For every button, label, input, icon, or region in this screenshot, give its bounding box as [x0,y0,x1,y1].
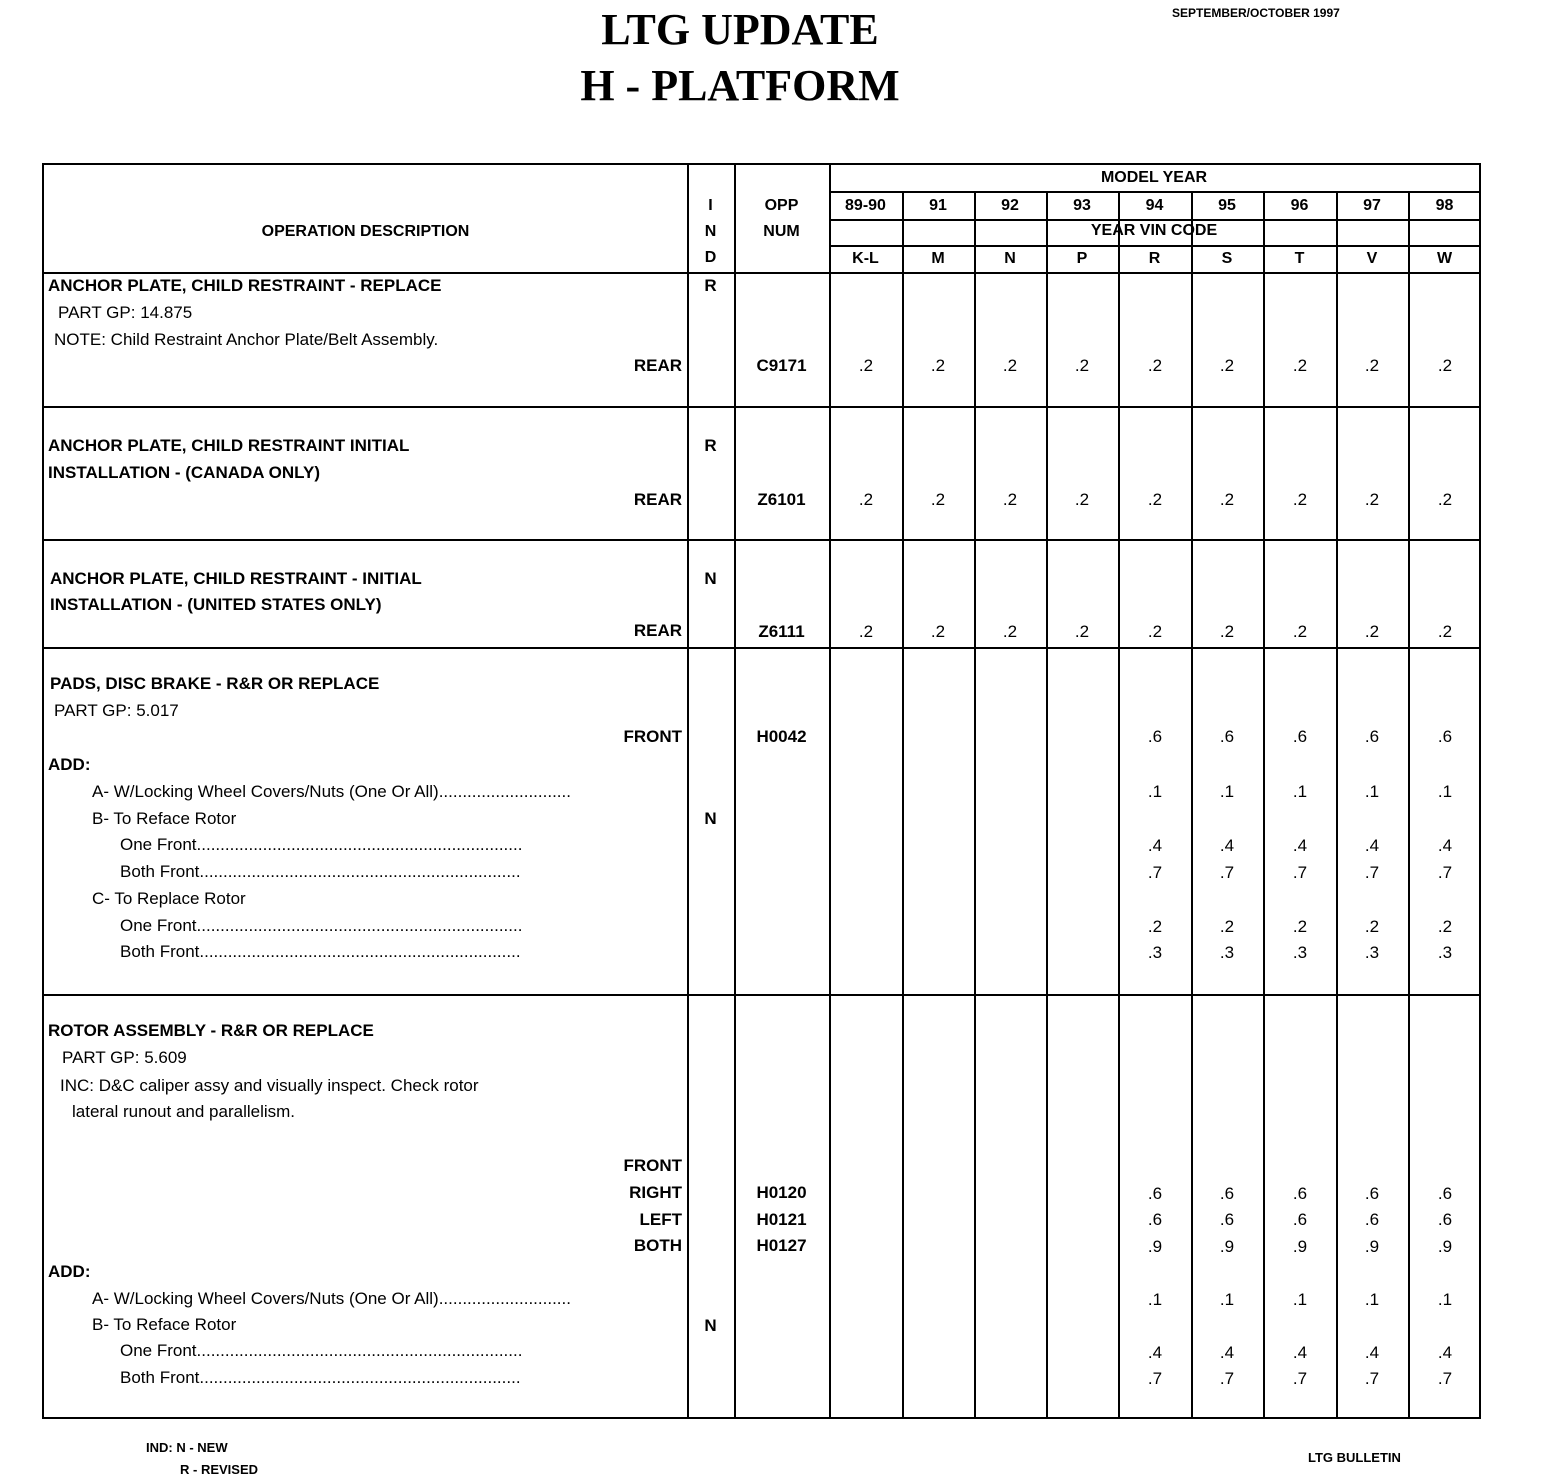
vin-code: S [1221,250,1233,267]
labor-time-value: .6 [1219,1184,1235,1203]
labor-time-value: .4 [1147,1343,1163,1362]
labor-time-value: .2 [1364,622,1380,641]
labor-time-value: .2 [1074,622,1090,641]
labor-time-value: .4 [1219,836,1235,855]
labor-time-value: .7 [1364,1369,1380,1388]
labor-time-value: .1 [1219,782,1235,801]
divider [829,245,1479,247]
labor-time-value: .1 [1437,1290,1453,1309]
labor-time-value: .1 [1147,782,1163,801]
labor-time-value: .6 [1292,1184,1308,1203]
labor-time-value: .3 [1292,943,1308,962]
year-header: 93 [1073,197,1091,214]
operation-title: INSTALLATION - (CANADA ONLY) [48,463,320,482]
sub-item: One Front..................................................................... [120,1341,523,1360]
divider [44,539,1479,541]
add-item: C- To Replace Rotor [92,889,246,908]
labor-time-value: .2 [1147,622,1163,641]
divider [44,406,1479,408]
add-label: ADD: [48,1262,91,1281]
labor-time-value: .2 [1147,917,1163,936]
labor-time-value: .2 [1074,356,1090,375]
operation-title: INSTALLATION - (UNITED STATES ONLY) [50,595,382,614]
ind-code: N [704,569,717,588]
vin-code: N [1004,250,1016,267]
labor-time-value: .3 [1147,943,1163,962]
labor-time-value: .2 [1364,490,1380,509]
divider [829,219,1479,221]
labor-time-value: .2 [1147,356,1163,375]
add-item: B- To Reface Rotor [92,1315,237,1334]
ind-header-d: D [704,249,717,266]
labor-time-value: .6 [1364,1210,1380,1229]
labor-time-value: .1 [1219,1290,1235,1309]
opp-number: H0121 [756,1210,807,1229]
divider [1118,191,1120,1417]
ind-code: R [704,276,717,295]
labor-time-value: .3 [1219,943,1235,962]
labor-time-value: .2 [1292,490,1308,509]
position-label: RIGHT [629,1183,682,1202]
opp-number: H0042 [756,727,807,746]
operation-title: PADS, DISC BRAKE - R&R OR REPLACE [50,674,380,693]
position-label: BOTH [633,1236,682,1255]
labor-time-value: .9 [1437,1237,1453,1256]
year-header: 89-90 [845,197,886,214]
labor-time-value: .2 [1292,917,1308,936]
opp-number: Z6101 [757,490,806,509]
labor-time-value: .6 [1219,1210,1235,1229]
labor-time-value: .4 [1292,836,1308,855]
labor-time-value: .2 [1437,490,1453,509]
legend-new: IND: N - NEW [146,1440,228,1455]
bulletin-label: LTG BULLETIN [1308,1450,1401,1465]
position-label: LEFT [639,1210,682,1229]
labor-time-value: .4 [1364,1343,1380,1362]
issue-date: SEPTEMBER/OCTOBER 1997 [1172,6,1340,20]
labor-time-value: .2 [1219,490,1235,509]
labor-time-value: .6 [1147,1184,1163,1203]
operation-title: ROTOR ASSEMBLY - R&R OR REPLACE [48,1021,374,1040]
year-header: 94 [1145,197,1164,214]
labor-time-value: .2 [1219,356,1235,375]
labor-time-value: .6 [1364,1184,1380,1203]
operation-title: ANCHOR PLATE, CHILD RESTRAINT INITIAL [48,436,410,455]
position-label: REAR [633,356,682,375]
divider [1046,191,1048,1417]
operation-description-header: OPERATION DESCRIPTION [261,223,470,240]
labor-time-value: .6 [1219,727,1235,746]
opp-number: H0127 [756,1236,807,1255]
vin-code: P [1076,250,1088,267]
labor-time-value: .9 [1219,1237,1235,1256]
labor-time-value: .4 [1437,1343,1453,1362]
labor-time-value: .6 [1292,1210,1308,1229]
vin-code: M [931,250,945,267]
labor-time-value: .2 [858,490,874,509]
labor-time-value: .2 [1147,490,1163,509]
vin-code: T [1294,250,1305,267]
ind-header-n: N [704,223,717,240]
labor-time-value: .2 [1074,490,1090,509]
labor-time-value: .2 [1437,622,1453,641]
labor-time-value: .7 [1147,1369,1163,1388]
vin-code: W [1436,250,1453,267]
year-header: 91 [929,197,947,214]
part-group: PART GP: 5.017 [54,701,179,720]
labor-time-value: .2 [1437,917,1453,936]
labor-time-value: .2 [1292,356,1308,375]
divider [1191,191,1193,1417]
year-header: 96 [1290,197,1309,214]
divider [44,647,1479,649]
labor-time-value: .2 [930,356,946,375]
labor-time-value: .7 [1292,863,1308,882]
position-label: REAR [633,621,682,640]
sub-item: One Front..................................................................... [120,916,523,935]
divider [44,272,1479,274]
labor-time-value: .7 [1219,1369,1235,1388]
opp-header: OPP [764,197,799,214]
year-vin-code-header: YEAR VIN CODE [1090,222,1218,239]
divider [1336,191,1338,1417]
add-item: A- W/Locking Wheel Covers/Nuts (One Or All)............................ [92,782,571,801]
labor-time-value: .2 [1219,917,1235,936]
labor-time-value: .2 [1437,356,1453,375]
labor-time-value: .3 [1437,943,1453,962]
sub-item: One Front..................................................................... [120,835,523,854]
labor-time-value: .6 [1437,1210,1453,1229]
divider [974,191,976,1417]
labor-time-value: .1 [1292,782,1308,801]
labor-time-value: .9 [1364,1237,1380,1256]
labor-time-value: .6 [1292,727,1308,746]
divider [829,165,831,1417]
labor-time-value: .6 [1147,727,1163,746]
title-line1: LTG UPDATE [601,5,879,54]
labor-time-value: .6 [1364,727,1380,746]
labor-time-value: .4 [1364,836,1380,855]
labor-time-value: .9 [1147,1237,1163,1256]
labor-time-value: .2 [930,490,946,509]
add-item: B- To Reface Rotor [92,809,237,828]
labor-time-value: .2 [858,622,874,641]
labor-time-value: .2 [858,356,874,375]
labor-time-value: .6 [1437,727,1453,746]
ind-code: N [704,1316,717,1335]
divider [829,191,1479,193]
labor-time-value: .1 [1292,1290,1308,1309]
num-header: NUM [763,223,800,240]
divider [687,165,689,1417]
year-header: 97 [1363,197,1381,214]
operation-note: NOTE: Child Restraint Anchor Plate/Belt Assembly. [54,330,439,349]
position-label: REAR [633,490,682,509]
divider [44,994,1479,996]
operation-title: ANCHOR PLATE, CHILD RESTRAINT - REPLACE [48,276,442,295]
labor-time-value: .1 [1364,782,1380,801]
labor-time-value: .7 [1437,863,1453,882]
vin-code: V [1366,250,1378,267]
vin-code: R [1148,250,1161,267]
labor-time-table [42,163,1481,1419]
year-header: 95 [1218,197,1236,214]
opp-number: C9171 [756,356,807,375]
includes-note: INC: D&C caliper assy and visually inspect. Check rotor [60,1076,479,1095]
divider [902,191,904,1417]
operation-title: ANCHOR PLATE, CHILD RESTRAINT - INITIAL [50,569,422,588]
divider [1263,191,1265,1417]
sub-item: Both Front.................................................................... [120,942,521,961]
ind-code: R [704,436,717,455]
position-label: FRONT [623,727,682,746]
labor-time-value: .6 [1437,1184,1453,1203]
includes-note: lateral runout and parallelism. [72,1102,296,1121]
position-label: FRONT [623,1156,682,1175]
labor-time-value: .4 [1219,1343,1235,1362]
add-item: A- W/Locking Wheel Covers/Nuts (One Or All)............................ [92,1289,571,1308]
labor-time-value: .7 [1364,863,1380,882]
sub-item: Both Front.................................................................... [120,862,521,881]
labor-time-value: .2 [1002,356,1018,375]
labor-time-value: .2 [1002,490,1018,509]
labor-time-value: .6 [1147,1210,1163,1229]
vin-code: K-L [852,250,879,267]
labor-time-value: .3 [1364,943,1380,962]
sub-item: Both Front.................................................................... [120,1368,521,1387]
labor-time-value: .2 [1364,356,1380,375]
opp-number: H0120 [756,1183,807,1202]
labor-time-value: .7 [1147,863,1163,882]
labor-time-value: .4 [1292,1343,1308,1362]
labor-time-value: .1 [1437,782,1453,801]
labor-time-value: .7 [1437,1369,1453,1388]
labor-time-value: .2 [1292,622,1308,641]
opp-number: Z6111 [758,622,805,641]
divider [1408,191,1410,1417]
part-group: PART GP: 14.875 [58,303,193,322]
labor-time-value: .1 [1364,1290,1380,1309]
ind-code: N [704,809,717,828]
labor-time-value: .4 [1147,836,1163,855]
title-line2: H - PLATFORM [580,61,900,110]
labor-time-value: .1 [1147,1290,1163,1309]
year-header: 98 [1435,197,1454,214]
labor-time-value: .4 [1437,836,1453,855]
labor-time-value: .9 [1292,1237,1308,1256]
add-label: ADD: [48,755,91,774]
labor-time-value: .2 [930,622,946,641]
model-year-header: MODEL YEAR [1100,169,1208,186]
ind-header-i: I [708,197,713,214]
legend-revised: R - REVISED [180,1462,259,1477]
year-header: 92 [1001,197,1019,214]
labor-time-value: .2 [1219,622,1235,641]
labor-time-value: .2 [1364,917,1380,936]
labor-time-value: .2 [1002,622,1018,641]
part-group: PART GP: 5.609 [62,1048,187,1067]
labor-time-value: .7 [1219,863,1235,882]
labor-time-value: .7 [1292,1369,1308,1388]
